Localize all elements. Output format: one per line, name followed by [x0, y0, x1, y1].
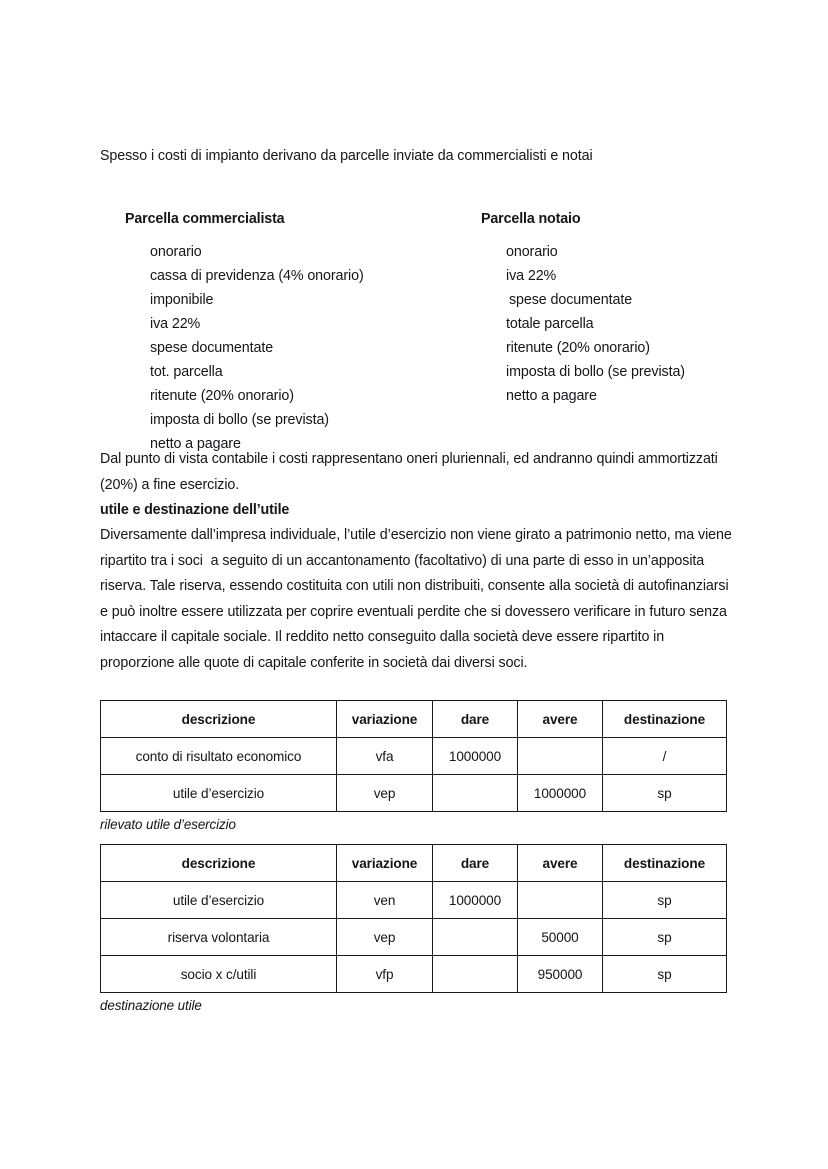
- table-row: [101, 919, 727, 956]
- column-header-variazione: variazione: [337, 845, 433, 882]
- table-row: [101, 956, 727, 993]
- list-item: tot. parcella: [150, 364, 223, 380]
- column-header-variazione: variazione: [337, 701, 433, 738]
- list-item: spese documentate: [509, 292, 633, 308]
- cell-variazione: vfp: [337, 956, 433, 993]
- paragraph-ammortamento: Dal punto di vista contabile i costi rappresentano oneri pluriennali, ed andranno quindi ammortizzati (20%) a fine esercizio.: [100, 451, 722, 493]
- list-item: ritenute (20% onorario): [506, 340, 650, 356]
- list-item: netto a pagare: [506, 388, 597, 404]
- list-item: imposta di bollo (se prevista): [506, 364, 685, 380]
- parcella-commercialista-title: Parcella commercialista: [125, 211, 285, 227]
- cell-destinazione: sp: [603, 956, 727, 993]
- cell-destinazione: sp: [603, 775, 727, 812]
- list-item: onorario: [506, 244, 558, 260]
- cell-avere: 950000: [518, 956, 603, 993]
- table-row: [101, 738, 727, 775]
- list-item: iva 22%: [506, 268, 557, 284]
- cell-dare: 1000000: [433, 738, 518, 775]
- cell-descrizione: riserva volontaria: [101, 919, 337, 956]
- cell-destinazione: sp: [603, 882, 727, 919]
- cell-variazione: vep: [337, 775, 433, 812]
- table-row: [101, 882, 727, 919]
- cell-avere: [518, 738, 603, 775]
- table-header-row: [101, 845, 727, 882]
- list-item: ritenute (20% onorario): [150, 388, 294, 404]
- ledger-table-rilevato-utile: [100, 700, 727, 812]
- column-header-avere: avere: [518, 845, 603, 882]
- cell-variazione: vep: [337, 919, 433, 956]
- cell-variazione: ven: [337, 882, 433, 919]
- column-header-avere: avere: [518, 701, 603, 738]
- cell-destinazione: sp: [603, 919, 727, 956]
- parcella-commercialista-list: [125, 240, 364, 456]
- document-content: [100, 145, 740, 1016]
- table-caption-rilevato-utile: rilevato utile d’esercizio: [100, 817, 236, 832]
- list-item: imposta di bollo (se prevista): [150, 412, 329, 428]
- parcella-notaio-column: [481, 207, 685, 408]
- intro-paragraph: Spesso i costi di impianto derivano da parcelle inviate da commercialisti e notai: [100, 148, 593, 164]
- section-heading-utile: utile e destinazione dell’utile: [100, 502, 290, 518]
- parcella-notaio-title: Parcella notaio: [481, 211, 581, 227]
- parcella-commercialista-column: [125, 207, 364, 456]
- cell-dare: [433, 775, 518, 812]
- paragraph-utile-body: Diversamente dall’impresa individuale, l’utile d’esercizio non viene girato a patrimonio netto, ma viene ripartito tra i soci a seguito di un accantonamento (facoltativo) di una parte di esso in un’apposita riserva. Tale riserva, essendo costituita con utili non distribuiti, consente alla società di autofinanziarsi e può inoltre essere utilizzata per coprire eventuali perdite che si dovessero verificare in futuro senza intaccare il capitale sociale. Il reddito netto conseguito dalla società deve essere ripartito in proporzione alle quote di capitale conferite in società dai diversi soci.: [100, 527, 736, 671]
- ledger-table-2-block: [100, 844, 740, 1016]
- list-item: totale parcella: [506, 316, 594, 332]
- cell-dare: 1000000: [433, 882, 518, 919]
- cell-dare: [433, 919, 518, 956]
- list-item: iva 22%: [150, 316, 201, 332]
- list-item: onorario: [150, 244, 202, 260]
- column-header-descrizione: descrizione: [101, 845, 337, 882]
- list-item: netto a pagare: [150, 436, 241, 452]
- cell-avere: [518, 882, 603, 919]
- column-header-descrizione: descrizione: [101, 701, 337, 738]
- ledger-table-destinazione-utile: [100, 844, 727, 993]
- parcelle-columns: [100, 207, 740, 452]
- column-header-destinazione: destinazione: [603, 701, 727, 738]
- cell-descrizione: socio x c/utili: [101, 956, 337, 993]
- parcella-notaio-list: [481, 240, 685, 408]
- column-header-dare: dare: [433, 845, 518, 882]
- list-item: cassa di previdenza (4% onorario): [150, 268, 364, 284]
- table-row: [101, 775, 727, 812]
- table-caption-destinazione-utile: destinazione utile: [100, 998, 202, 1013]
- column-header-dare: dare: [433, 701, 518, 738]
- column-header-destinazione: destinazione: [603, 845, 727, 882]
- cell-avere: 1000000: [518, 775, 603, 812]
- list-item: spese documentate: [150, 340, 274, 356]
- table-header-row: [101, 701, 727, 738]
- cell-dare: [433, 956, 518, 993]
- ledger-table-1-block: [100, 700, 740, 835]
- cell-variazione: vfa: [337, 738, 433, 775]
- cell-descrizione: utile d’esercizio: [101, 882, 337, 919]
- cell-avere: 50000: [518, 919, 603, 956]
- list-item: imponibile: [150, 292, 214, 308]
- cell-descrizione: conto di risultato economico: [101, 738, 337, 775]
- cell-descrizione: utile d’esercizio: [101, 775, 337, 812]
- cell-destinazione: /: [603, 738, 727, 775]
